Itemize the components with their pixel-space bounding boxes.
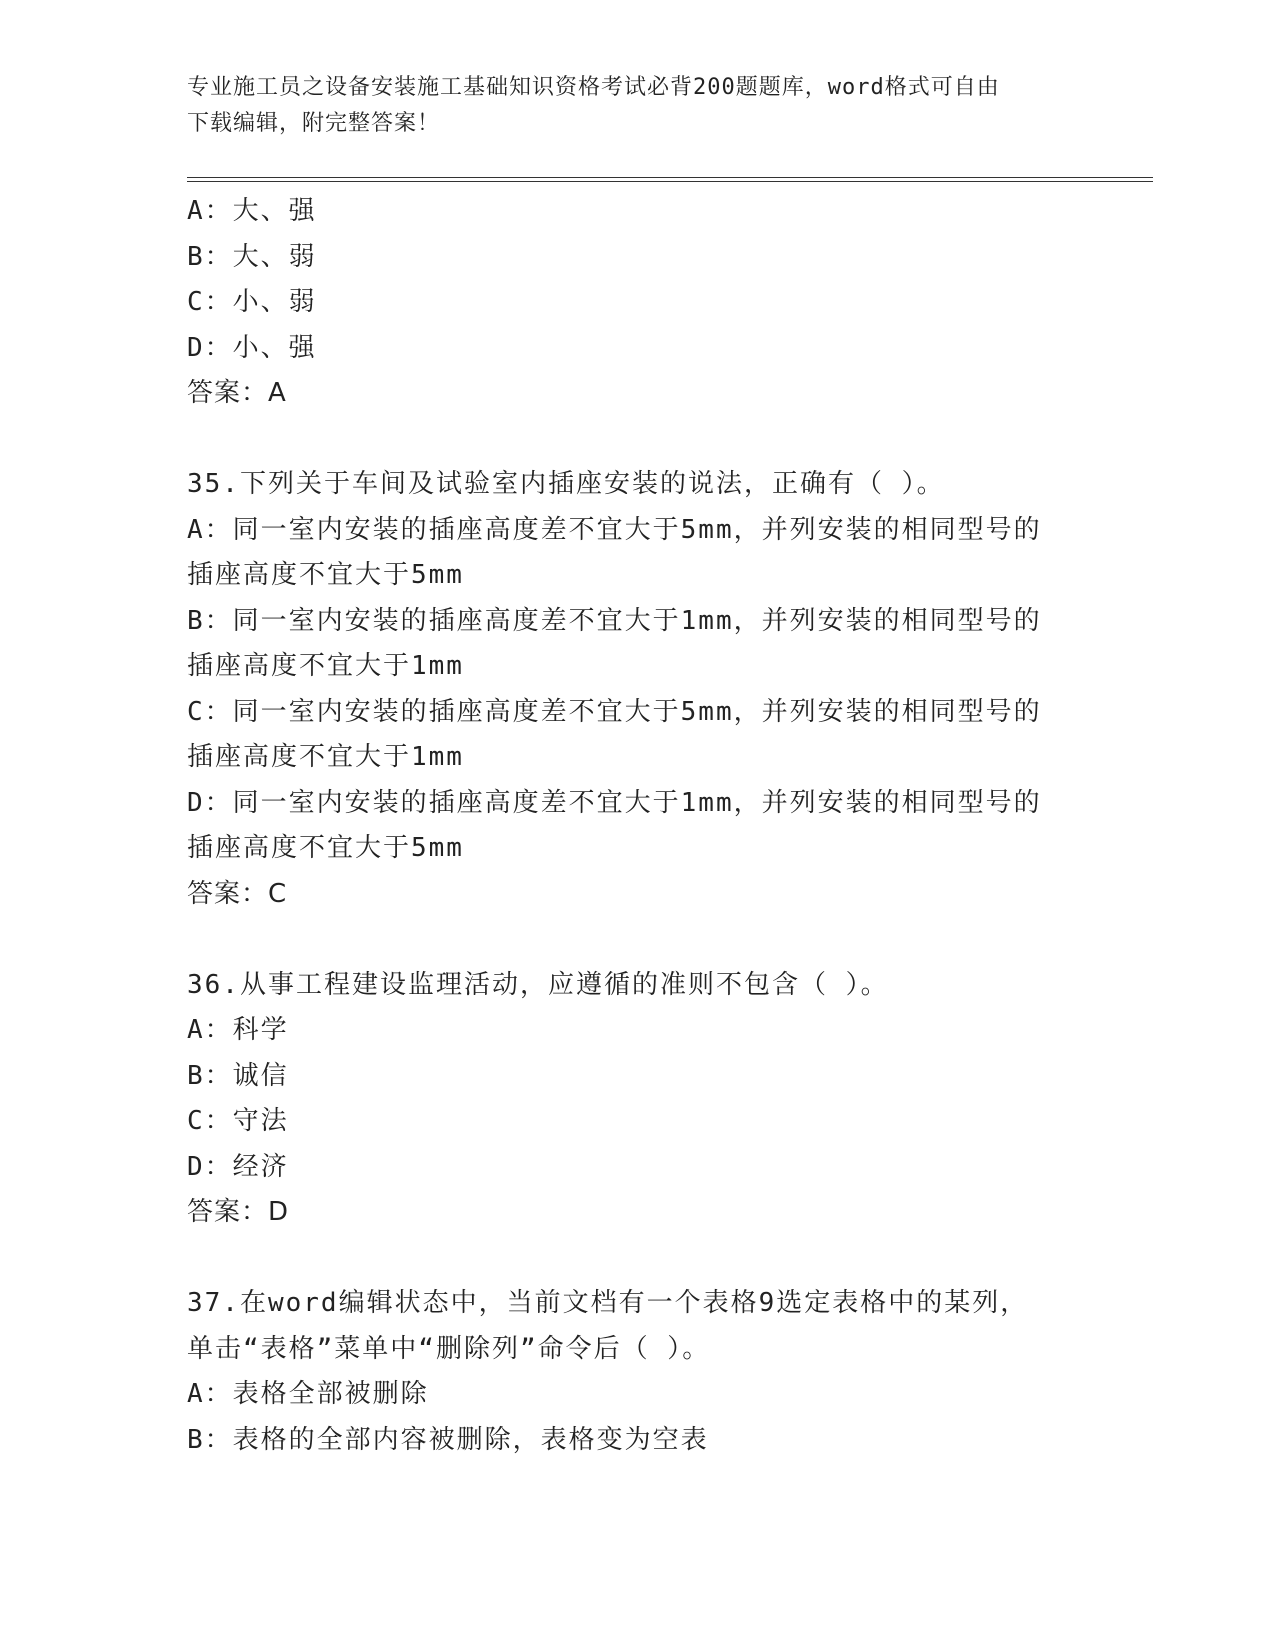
option-c: C：小、弱 — [187, 287, 317, 317]
question-list — [187, 189, 1087, 1463]
option-d-line-2: 插座高度不宜大于5mm — [187, 833, 464, 863]
option-d-line-1: D：同一室内安装的插座高度差不宜大于1mm，并列安装的相同型号的 — [187, 787, 1042, 818]
option-b-line-2: 插座高度不宜大于1mm — [187, 651, 464, 681]
question-stem-line-2: 单击“表格”菜单中“删除列”命令后（ ）。 — [187, 1333, 711, 1364]
answer: 答案：C — [187, 878, 288, 909]
answer: 答案：A — [187, 378, 287, 408]
option-a: A：表格全部被删除 — [187, 1379, 429, 1409]
option-b-line-1: B：同一室内安装的插座高度差不宜大于1mm，并列安装的相同型号的 — [187, 605, 1042, 636]
option-c-line-2: 插座高度不宜大于1mm — [187, 742, 464, 772]
option-a-line-2: 插座高度不宜大于5mm — [187, 560, 464, 590]
spacer — [187, 417, 1087, 463]
question-37 — [187, 1281, 1087, 1463]
question-stem: 35.下列关于车间及试验室内插座安装的说法，正确有（ ）。 — [187, 469, 945, 499]
option-b: B：诚信 — [187, 1060, 289, 1091]
question-stem-line-1: 37.在word编辑状态中，当前文档有一个表格9选定表格中的某列， — [187, 1288, 1029, 1318]
option-a: A：科学 — [187, 1015, 289, 1045]
question-34 — [187, 189, 1087, 417]
option-c-line-1: C：同一室内安装的插座高度差不宜大于5mm，并列安装的相同型号的 — [187, 696, 1042, 727]
question-stem: 36.从事工程建设监理活动，应遵循的准则不包含（ ）。 — [187, 969, 889, 1000]
option-d: D：经济 — [187, 1151, 289, 1182]
question-35 — [187, 462, 1087, 917]
option-c: C：守法 — [187, 1106, 289, 1136]
option-a: A：大、强 — [187, 196, 317, 226]
header-title-line-2: 下载编辑，附完整答案！ — [187, 111, 441, 136]
header-title-line-1: 专业施工员之设备安装施工基础知识资格考试必背200题题库，word格式可自由 — [187, 75, 1000, 100]
spacer — [187, 917, 1087, 963]
option-a-line-1: A：同一室内安装的插座高度差不宜大于5mm，并列安装的相同型号的 — [187, 514, 1042, 545]
answer: 答案：D — [187, 1197, 290, 1227]
option-b: B：大、弱 — [187, 241, 317, 272]
option-b: B：表格的全部内容被删除，表格变为空表 — [187, 1424, 709, 1455]
document-header — [187, 70, 1067, 142]
question-36 — [187, 963, 1087, 1236]
spacer — [187, 1236, 1087, 1282]
header-divider — [187, 177, 1153, 182]
option-d: D：小、强 — [187, 332, 317, 363]
